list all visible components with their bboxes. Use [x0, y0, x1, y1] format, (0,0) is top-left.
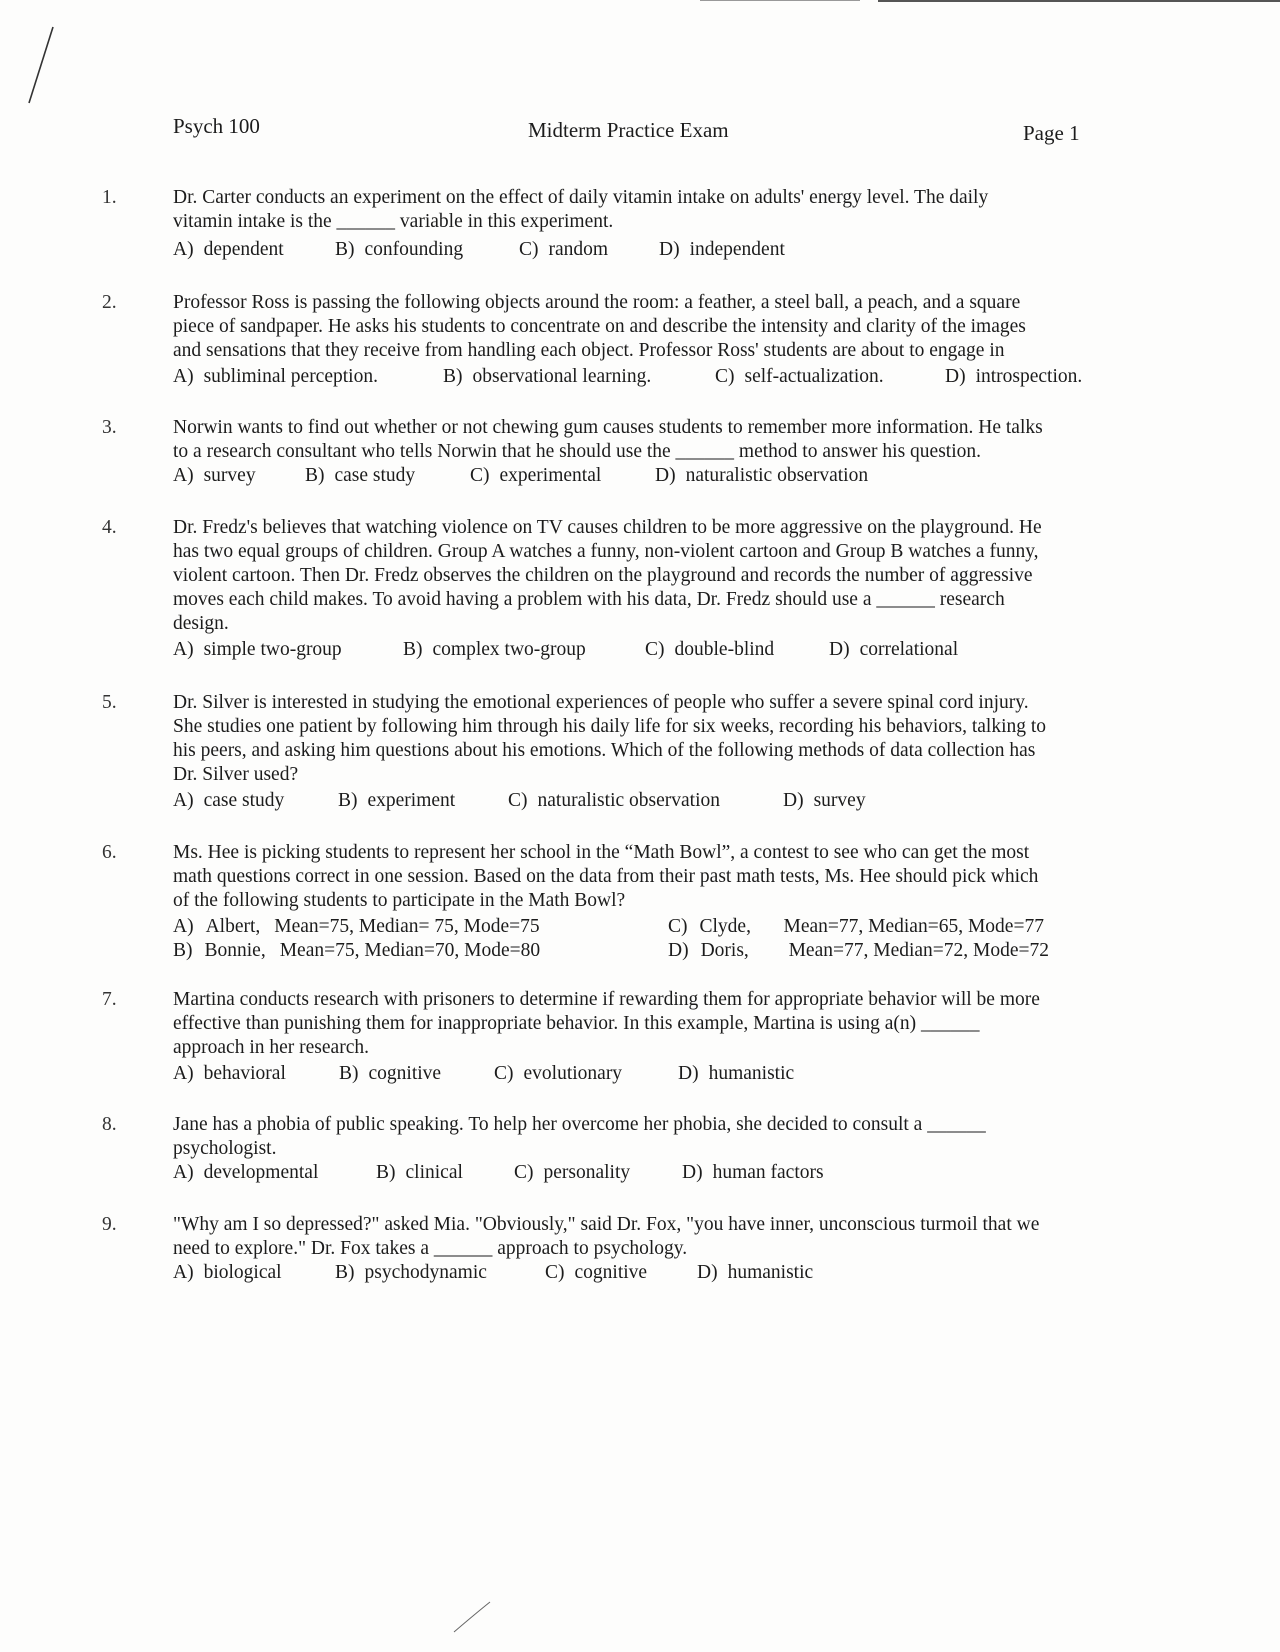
option-a: A) subliminal perception.	[173, 366, 378, 387]
option-a: A) dependent	[173, 239, 284, 260]
answer-options	[173, 789, 866, 813]
answer-options	[173, 238, 785, 262]
question-number: 5.	[102, 692, 117, 713]
question-line: Martina conducts research with prisoners to determine if rewarding them for appropriate behavior will be more	[173, 989, 1040, 1010]
question-line: Dr. Silver used?	[173, 764, 299, 785]
option-c: C) personality	[514, 1162, 631, 1183]
option-b: B) complex two-group	[403, 639, 586, 660]
option-d: D) introspection.	[945, 366, 1083, 387]
option-b: B) cognitive	[339, 1063, 442, 1084]
answer-options	[173, 365, 1082, 389]
scan-edge-line	[700, 0, 860, 1]
option-a: A) biological	[173, 1262, 282, 1283]
exam-title: Midterm Practice Exam	[528, 118, 729, 142]
question-number: 3.	[102, 417, 117, 438]
question-text	[173, 291, 1153, 363]
question-line: Jane has a phobia of public speaking. To help her overcome her phobia, she decided to consult a ______	[173, 1114, 986, 1135]
question-line: She studies one patient by following him through his daily life for six weeks, recording his behaviors, talking to	[173, 716, 1047, 737]
question-text	[173, 416, 1153, 464]
option-d: D) human factors	[682, 1162, 824, 1183]
option-c: C) evolutionary	[494, 1063, 623, 1084]
page-header	[0, 112, 1280, 152]
option-b: B) experiment	[338, 790, 456, 811]
question-number: 4.	[102, 517, 117, 538]
question-text	[173, 516, 1153, 636]
question-line: has two equal groups of children. Group A watches a funny, non-violent cartoon and Group B watches a funny,	[173, 541, 1039, 562]
question-line: vitamin intake is the ______ variable in this experiment.	[173, 211, 614, 232]
option-a: A) Albert, Mean=75, Median= 75, Mode=75	[173, 916, 540, 937]
option-d: D) independent	[659, 239, 785, 260]
question-line: violent cartoon. Then Dr. Fredz observes the children on the playground and records the number of aggressive	[173, 565, 1033, 586]
question-text	[173, 186, 1153, 234]
course-name: Psych 100	[173, 114, 260, 138]
question-text	[173, 841, 1153, 913]
question-line: and sensations that they receive from handling each object. Professor Ross' students are about to engage in	[173, 340, 1005, 361]
question-text	[173, 691, 1153, 787]
question-line: moves each child makes. To avoid having a problem with his data, Dr. Fredz should use a ______ research	[173, 589, 1005, 610]
answer-options	[173, 464, 868, 488]
option-b: B) case study	[305, 465, 416, 486]
question-line: Ms. Hee is picking students to represent her school in the “Math Bowl”, a contest to see who can get the most	[173, 842, 1030, 863]
question-line: math questions correct in one session. Based on the data from their past math tests, Ms. Hee should pick which	[173, 866, 1039, 887]
option-a: A) behavioral	[173, 1063, 286, 1084]
question-line: approach in her research.	[173, 1037, 369, 1058]
option-d: D) survey	[783, 790, 866, 811]
question-line: Dr. Silver is interested in studying the emotional experiences of people who suffer a severe spinal cord injury.	[173, 692, 1029, 713]
pen-mark	[25, 25, 55, 105]
option-d: D) correlational	[829, 639, 959, 660]
question-line: Professor Ross is passing the following objects around the room: a feather, a steel ball, a peach, and a square	[173, 292, 1021, 313]
question-line: to a research consultant who tells Norwin that he should use the ______ method to answer his question.	[173, 441, 982, 462]
question-number: 1.	[102, 187, 117, 208]
question-line: Dr. Fredz's believes that watching violence on TV causes children to be more aggressive on the playground. He	[173, 517, 1042, 538]
option-b: B) Bonnie, Mean=75, Median=70, Mode=80	[173, 940, 541, 961]
option-d: D) humanistic	[697, 1262, 814, 1283]
option-b: B) psychodynamic	[335, 1262, 487, 1283]
option-b: B) confounding	[335, 239, 464, 260]
option-c: C) cognitive	[545, 1262, 648, 1283]
question-line: psychologist.	[173, 1138, 277, 1159]
question-number: 8.	[102, 1114, 117, 1135]
question-number: 9.	[102, 1214, 117, 1235]
option-d: D) Doris, Mean=77, Median=72, Mode=72	[668, 940, 1050, 961]
option-c: C) naturalistic observation	[508, 790, 720, 811]
question-line: of the following students to participate in the Math Bowl?	[173, 890, 626, 911]
question-line: Dr. Carter conducts an experiment on the effect of daily vitamin intake on adults' energy level. The daily	[173, 187, 989, 208]
option-d: D) humanistic	[678, 1063, 795, 1084]
option-c: C) Clyde, Mean=77, Median=65, Mode=77	[668, 916, 1044, 937]
answer-options	[173, 1261, 813, 1285]
option-c: C) experimental	[470, 465, 602, 486]
question-line: piece of sandpaper. He asks his students to concentrate on and describe the intensity and clarity of the images	[173, 316, 1026, 337]
option-a: A) case study	[173, 790, 285, 811]
answer-options	[173, 1062, 794, 1086]
question-text	[173, 1213, 1153, 1261]
answer-options	[173, 638, 958, 662]
question-text	[173, 988, 1153, 1060]
option-c: C) double-blind	[645, 639, 775, 660]
option-b: B) observational learning.	[443, 366, 652, 387]
answer-options	[173, 1161, 824, 1185]
question-text	[173, 1113, 1153, 1161]
question-line: need to explore." Dr. Fox takes a ______ approach to psychology.	[173, 1238, 688, 1259]
option-a: A) simple two-group	[173, 639, 342, 660]
question-line: design.	[173, 613, 229, 634]
option-a: A) developmental	[173, 1162, 319, 1183]
question-line: effective than punishing them for inappropriate behavior. In this example, Martina is using a(n) ______	[173, 1013, 980, 1034]
pen-mark	[452, 1600, 492, 1635]
option-d: D) naturalistic observation	[655, 465, 869, 486]
option-a: A) survey	[173, 465, 256, 486]
option-c: C) self-actualization.	[715, 366, 884, 387]
page-number: Page 1	[1023, 121, 1080, 145]
scan-edge-line	[878, 0, 1280, 2]
question-line: "Why am I so depressed?" asked Mia. "Obviously," said Dr. Fox, "you have inner, unconscious turmoil that we	[173, 1214, 1040, 1235]
question-line: his peers, and asking him questions about his emotions. Which of the following methods of data collection has	[173, 740, 1036, 761]
question-line: Norwin wants to find out whether or not chewing gum causes students to remember more information. He talks	[173, 417, 1043, 438]
option-c: C) random	[519, 239, 609, 260]
question-number: 2.	[102, 292, 117, 313]
question-number: 6.	[102, 842, 117, 863]
option-b: B) clinical	[376, 1162, 463, 1183]
question-number: 7.	[102, 989, 117, 1010]
